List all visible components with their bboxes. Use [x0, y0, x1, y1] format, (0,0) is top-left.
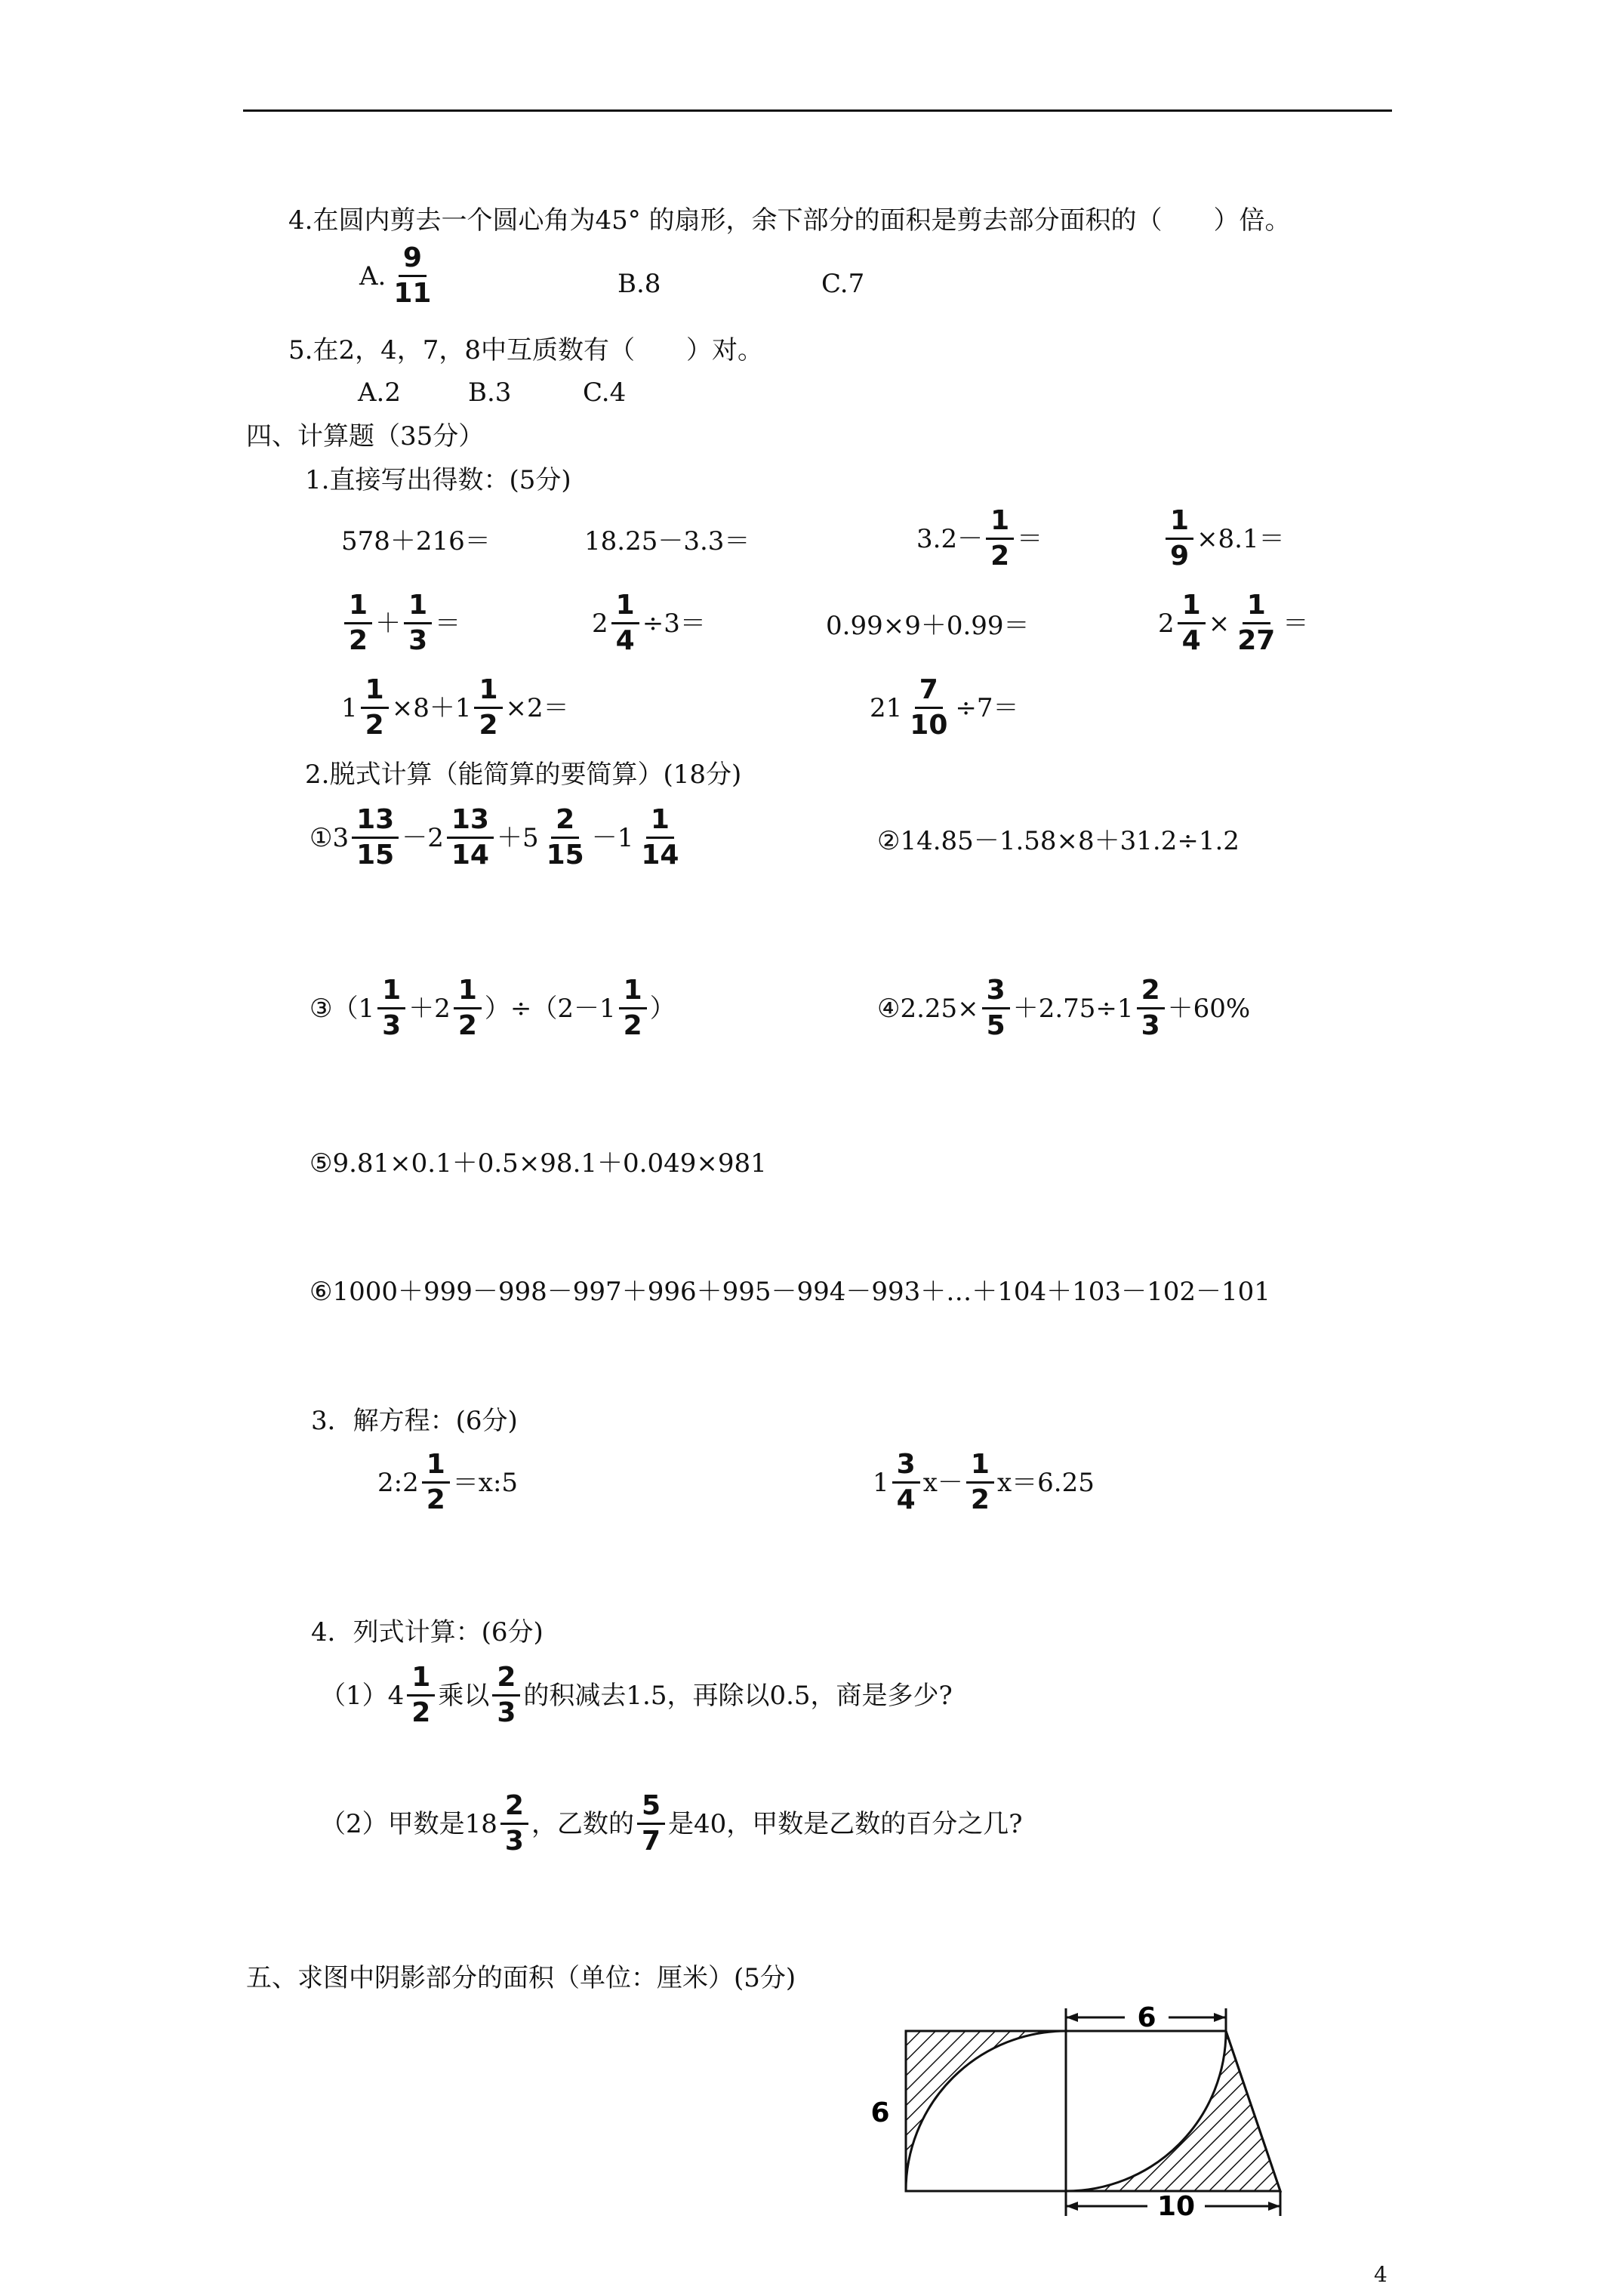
frac-den: 2	[365, 710, 384, 741]
calc-2d	[1158, 590, 1308, 656]
frac-den: 3	[408, 625, 428, 656]
frac-num: 3	[982, 975, 1010, 1009]
fraction	[474, 675, 502, 741]
expr-part: ×8＋1	[391, 692, 472, 723]
expr-part: ＋5	[496, 822, 539, 853]
frac-den: 3	[382, 1010, 402, 1041]
frac-den: 15	[546, 840, 584, 871]
equation-1	[377, 1450, 518, 1515]
fraction	[404, 590, 432, 656]
question-4-text: 4.在圆内剪去一个圆心角为45° 的扇形，余下部分的面积是剪去部分面积的（ ）倍。	[288, 205, 1291, 236]
frac-num: 1	[1243, 590, 1270, 624]
fraction	[352, 805, 399, 871]
frac-den: 3	[504, 1826, 524, 1857]
frac-num: 1	[361, 675, 389, 709]
part-2-title: 2.脱式计算（能简算的要简算）(18分)	[305, 760, 742, 790]
expr-part: 1	[873, 1467, 889, 1498]
fraction	[982, 975, 1010, 1041]
shaded-area-figure	[861, 1986, 1313, 2220]
expr-part: －2	[402, 822, 444, 853]
expr-part: －1	[591, 822, 634, 853]
q4-option-b: B.8	[617, 269, 661, 299]
expr-part: ÷7＝	[955, 692, 1019, 723]
fraction	[1178, 590, 1206, 656]
expr-part: 的积减去1.5，再除以0.5，商是多少?	[523, 1680, 953, 1711]
frac-den: 2	[349, 625, 368, 656]
frac-num: 1	[474, 675, 502, 709]
fraction	[1233, 590, 1280, 656]
calc-2b	[592, 590, 706, 656]
fraction	[407, 1663, 435, 1728]
fraction	[492, 1663, 520, 1728]
frac-num: 2	[500, 1791, 528, 1825]
q4-option-a-fraction	[389, 243, 436, 309]
expr-part: ④2.25×	[877, 993, 979, 1024]
expr-part: ×2＝	[505, 692, 569, 723]
page-number: 4	[1374, 2262, 1387, 2287]
frac-num: 1	[646, 805, 674, 839]
frac-num: 1	[966, 1450, 994, 1484]
frac-num: 2	[492, 1663, 520, 1697]
frac-num: 1	[377, 975, 405, 1009]
fraction	[611, 590, 639, 656]
expr-part: ÷3＝	[642, 608, 706, 639]
frac-num: 1	[611, 590, 639, 624]
frac-num: 2	[551, 805, 579, 839]
frac-num: 1	[619, 975, 647, 1009]
expr-part: ＋60%	[1167, 993, 1251, 1024]
frac-num: 3	[892, 1450, 920, 1484]
q4-option-c: C.7	[821, 269, 865, 299]
frac-den: 14	[451, 840, 489, 871]
frac-den: 4	[1181, 625, 1201, 656]
frac-num: 13	[447, 805, 494, 839]
q5-option-c: C.4	[583, 378, 627, 408]
calc-1d	[1163, 506, 1285, 572]
part-3-title: 3．解方程：(6分)	[311, 1406, 518, 1436]
calc-3a	[341, 675, 569, 741]
expr-part: 1	[341, 692, 358, 723]
expr-part: 是40，甲数是乙数的百分之几?	[668, 1808, 1023, 1839]
frac-num: 1	[1166, 506, 1193, 540]
frac-den: 4	[615, 625, 635, 656]
frac-den: 11	[393, 278, 432, 309]
frac-den: 3	[1141, 1010, 1160, 1041]
calc-1a: 578＋216＝	[341, 526, 491, 556]
expr-part: x－	[922, 1467, 963, 1498]
fraction	[636, 805, 683, 871]
fraction	[986, 506, 1014, 572]
expr-part: ＝	[435, 608, 461, 639]
expr-part: （1）4	[320, 1680, 405, 1711]
fraction	[361, 675, 389, 741]
frac-den: 15	[356, 840, 395, 871]
expr-part: ＋2	[408, 993, 451, 1024]
expr-part: 3.2－	[916, 523, 984, 554]
left-shaded-region	[906, 2031, 1066, 2191]
fraction	[1137, 975, 1165, 1041]
expr-part: 2:2	[377, 1467, 419, 1498]
label-bottom: 10	[1156, 2191, 1196, 2220]
frac-num: 13	[352, 805, 399, 839]
frac-den: 2	[623, 1010, 642, 1041]
calc-1b: 18.25－3.3＝	[584, 526, 750, 556]
frac-num: 1	[454, 975, 482, 1009]
frac-den: 7	[641, 1826, 661, 1857]
expr-part: ）	[649, 993, 676, 1024]
fraction	[500, 1791, 528, 1857]
fraction	[454, 975, 482, 1041]
expr-part: ①3	[310, 822, 350, 853]
section-4-title: 四、计算题（35分）	[246, 421, 485, 451]
expr-part: ，乙数的	[531, 1808, 634, 1839]
q4-option-a-label: A.	[359, 260, 387, 291]
expr-part: 2	[592, 608, 608, 639]
word-problem-2	[320, 1791, 1023, 1857]
frac-num: 7	[915, 675, 943, 709]
frac-den: 2	[457, 1010, 477, 1041]
label-left: 6	[870, 2097, 890, 2128]
frac-den: 2	[970, 1484, 990, 1515]
fraction	[1166, 506, 1193, 572]
fraction	[619, 975, 647, 1041]
frac-num: 2	[1137, 975, 1165, 1009]
question-5-text: 5.在2，4，7，8中互质数有（ ）对。	[288, 335, 763, 365]
frac-den: 27	[1237, 625, 1276, 656]
q5-option-b: B.3	[468, 378, 512, 408]
q5-option-a: A.2	[358, 378, 401, 408]
frac-den: 5	[986, 1010, 1006, 1041]
expr-part: ＝x:5	[452, 1467, 519, 1498]
frac-num: 1	[344, 590, 372, 624]
frac-num: 1	[986, 506, 1014, 540]
calc-2c: 0.99×9＋0.99＝	[826, 611, 1030, 641]
expr-part: 2	[1158, 608, 1175, 639]
word-problem-1	[320, 1663, 953, 1728]
frac-den: 3	[497, 1697, 516, 1728]
fraction	[377, 975, 405, 1041]
expr-2: ②14.85－1.58×8＋31.2÷1.2	[877, 826, 1240, 856]
q4-option-a	[359, 243, 439, 309]
expr-part: ＝	[1017, 523, 1043, 554]
expr-3	[310, 975, 676, 1041]
expr-6: ⑥1000＋999－998－997＋996＋995－994－993＋…＋104＋103－102－101	[310, 1277, 1270, 1307]
fraction	[905, 675, 952, 741]
section-5-title: 五、求图中阴影部分的面积（单位：厘米）(5分)	[246, 1963, 796, 1993]
expr-part: ×8.1＝	[1196, 523, 1285, 554]
fraction	[344, 590, 372, 656]
label-top: 6	[1137, 2002, 1156, 2033]
calc-1c	[916, 506, 1042, 572]
right-shaded-region	[1066, 2031, 1280, 2191]
frac-num: 1	[1178, 590, 1206, 624]
expr-part: ＋2.75÷1	[1012, 993, 1134, 1024]
equation-2	[873, 1450, 1095, 1515]
frac-num: 5	[637, 1791, 665, 1825]
frac-den: 2	[411, 1697, 431, 1728]
frac-den: 2	[426, 1484, 445, 1515]
frac-den: 14	[641, 840, 679, 871]
frac-den: 10	[910, 710, 948, 741]
expr-part: （2）甲数是18	[320, 1808, 497, 1839]
expr-part: ×	[1208, 608, 1230, 639]
frac-den: 2	[990, 541, 1010, 572]
fraction	[422, 1450, 450, 1515]
frac-num: 9	[399, 243, 427, 277]
calc-2a	[341, 590, 460, 656]
part-1-title: 1.直接写出得数：(5分)	[305, 465, 571, 495]
part-4-title: 4．列式计算：(6分)	[311, 1617, 544, 1647]
expr-part: ＝	[1283, 608, 1309, 639]
fraction	[542, 805, 589, 871]
expr-part: ③（1	[310, 993, 375, 1024]
expr-5: ⑤9.81×0.1＋0.5×98.1＋0.049×981	[310, 1148, 767, 1179]
frac-num: 1	[404, 590, 432, 624]
expr-part: 21	[870, 692, 903, 723]
frac-den: 2	[479, 710, 498, 741]
expr-part: 乘以	[438, 1680, 490, 1711]
calc-3b	[870, 675, 1019, 741]
fraction	[892, 1450, 920, 1515]
expr-4	[877, 975, 1250, 1041]
frac-den: 4	[896, 1484, 916, 1515]
fraction	[637, 1791, 665, 1857]
header-rule	[243, 109, 1392, 112]
fraction	[447, 805, 494, 871]
expr-1	[310, 805, 686, 871]
frac-den: 9	[1170, 541, 1190, 572]
frac-num: 1	[422, 1450, 450, 1484]
fraction	[966, 1450, 994, 1515]
expr-part: x＝6.25	[996, 1467, 1095, 1498]
expr-part: ）÷（2－1	[484, 993, 616, 1024]
expr-part: ＋	[375, 608, 402, 639]
frac-num: 1	[407, 1663, 435, 1697]
